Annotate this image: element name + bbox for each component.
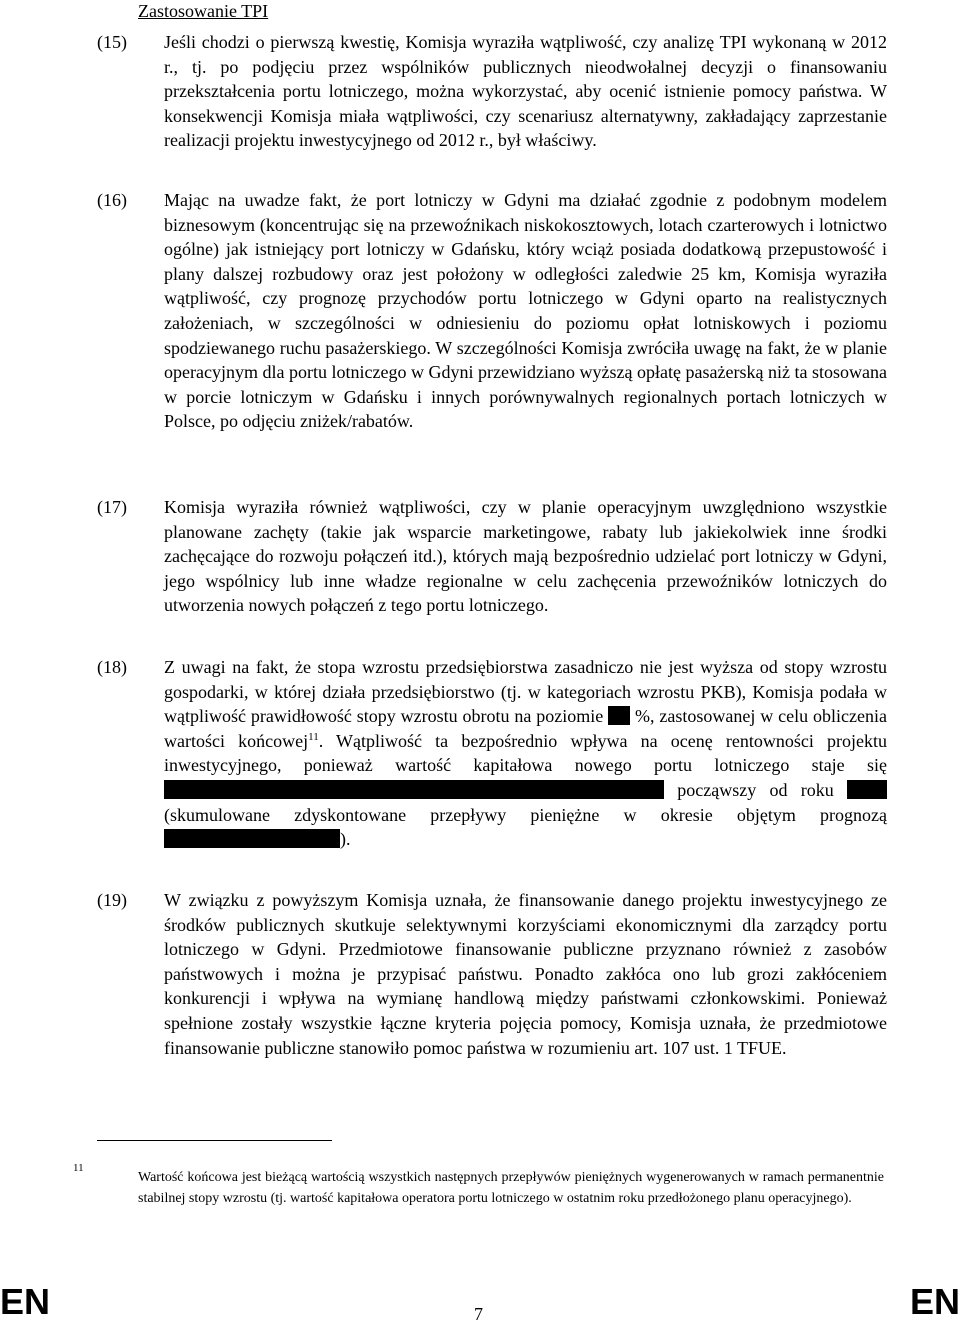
paragraph-number: (15) (97, 32, 127, 52)
footnote-reference: 11 (308, 730, 319, 743)
paragraph-number: (17) (97, 497, 127, 517)
text-segment: Z uwagi na fakt, że stopa wzrostu przedsiębiorstwa zasadniczo nie jest wyższa od stopy wzrostu gospodarki, w której działa przedsiębiorstwo (tj. w kategoriach wzrostu PKB), Komisja podała w wątpliwość prawidłowość stopy wzrostu obrotu na poziomie (164, 657, 887, 727)
paragraph-15 (97, 30, 887, 153)
paragraph-number: (18) (97, 657, 127, 677)
text-segment: (skumulowane zdyskontowane przepływy pieniężne w okresie objętym prognozą (164, 804, 887, 825)
language-code-left: EN (0, 1281, 51, 1322)
redaction-block (164, 829, 340, 848)
redaction-block (847, 780, 887, 799)
paragraph-number: (16) (97, 190, 127, 210)
text-segment: ). (340, 829, 351, 850)
paragraph-19 (97, 888, 887, 1060)
footnote-number: 11 (73, 1162, 84, 1174)
paragraph-text: Jeśli chodzi o pierwszą kwestię, Komisja wyraziła wątpliwość, czy analizę TPI wykonaną w 2012 r., tj. po podjęciu przez wspólników publicznych nieodwołalnej decyzji o finansowaniu przekształcenia portu lotniczego, można wykorzystać, aby ocenić istnienie pomocy państwa. W konsekwencji Komisja miała wątpliwości, czy scenariusz alternatywny, zakładający zaprzestanie realizacji projektu inwestycyjnego od 2012 r., był właściwy. (164, 32, 887, 151)
paragraph-18 (97, 655, 887, 852)
paragraph-17 (97, 495, 887, 618)
footnote-text: Wartość końcowa jest bieżącą wartością wszystkich następnych przepływów pieniężnych wygenerowanych w ramach permanentnie stabilnej stopy wzrostu (tj. wartość kapitałowa operatora portu lotniczego w ostatnim roku przedłożonego planu operacyjnego). (138, 1170, 884, 1206)
text-segment: %, zastosowanej w celu obliczenia wartości końcowej (164, 706, 888, 751)
redaction-block (164, 780, 664, 799)
text-segment: począwszy od roku (677, 779, 834, 800)
paragraph-text (164, 655, 887, 852)
footnote-separator (97, 1140, 332, 1141)
paragraph-16 (97, 188, 887, 434)
paragraph-text: Komisja wyraziła również wątpliwości, czy w planie operacyjnym uwzględniono wszystkie planowane zachęty (takie jak wsparcie marketingowe, rabaty lub jakiekolwiek inne środki zachęcające do rozwoju połączeń itd.), których mają bezpośrednio udzielać port lotniczy w Gdyni, jego wspólnicy lub inne władze regionalne w celu zachęcenia przewoźników lotniczych do utworzenia nowych połączeń z tego portu lotniczego. (164, 497, 887, 616)
section-heading: Zastosowanie TPI (138, 1, 269, 21)
text-segment: . Wątpliwość ta bezpośrednio wpływa na ocenę rentowności projektu inwestycyjnego, ponieważ wartość kapitałowa nowego portu lotniczego staje się (164, 730, 887, 776)
paragraph-number: (19) (97, 890, 127, 910)
redaction-block (608, 706, 630, 725)
paragraph-text: Mając na uwadze fakt, że port lotniczy w Gdyni ma działać zgodnie z podobnym modelem biznesowym (koncentrując się na przewoźnikach niskokosztowych, lotach czarterowych i lotnictwo ogólne) jak istniejący port lotniczy w Gdańsku, który wciąż posiada dodatkową przepustowość i plany dalszej rozbudowy oraz jest położony w odległości zaledwie 25 km, Komisja wyraziła wątpliwość, czy prognozę przychodów portu lotniczego w Gdyni oparto na realistycznych założeniach, w szczególności w odniesieniu do poziomu opłat lotniskowych i poziomu spodziewanego ruchu pasażerskiego. W szczególności Komisja zwróciła uwagę na fakt, że w planie operacyjnym dla portu lotniczego w Gdyni przewidziano wyższą opłatę pasażerską niż ta stosowana w porcie lotniczym w Gdańsku i innych porównywalnych regionalnych portach lotniczych w Polsce, po odjęciu zniżek/rabatów. (164, 190, 887, 432)
page-number: 7 (474, 1304, 483, 1324)
language-code-right: EN (909, 1281, 960, 1322)
paragraph-text: W związku z powyższym Komisja uznała, że finansowanie danego projektu inwestycyjnego ze środków publicznych skutkuje selektywnymi korzyściami ekonomicznymi dla zarządcy portu lotniczego w Gdyni. Przedmiotowe finansowanie publiczne przyznano również z zasobów państwowych i można je przypisać państwu. Ponadto zakłóca ono lub grozi zakłóceniem konkurencji i wpływa na wymianę handlową między państwami członkowskimi. Ponieważ spełnione zostały wszystkie łączne kryteria pojęcia pomocy, Komisja uznała, że przedmiotowe finansowanie publiczne stanowiło pomoc państwa w rozumieniu art. 107 ust. 1 TFUE. (164, 890, 887, 1058)
